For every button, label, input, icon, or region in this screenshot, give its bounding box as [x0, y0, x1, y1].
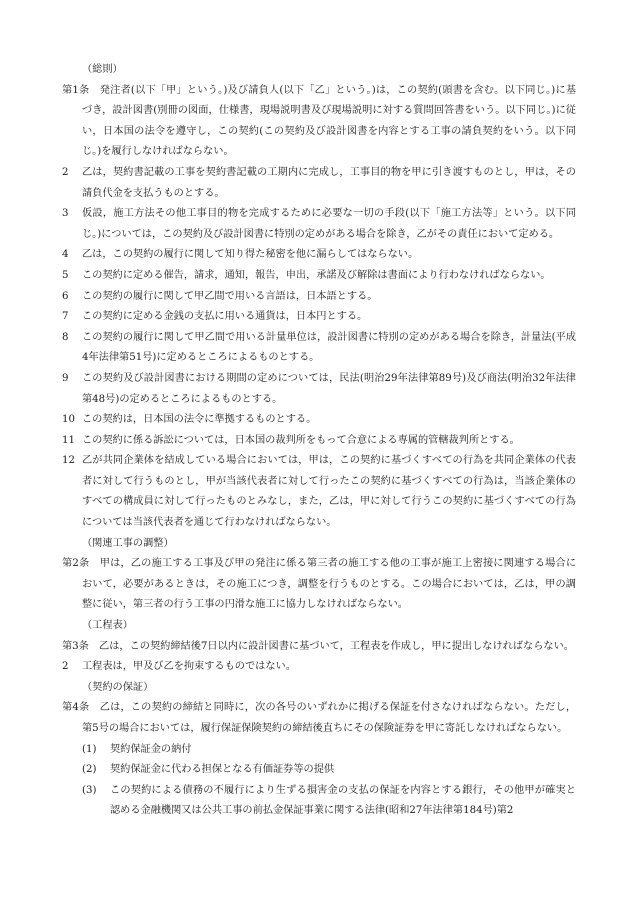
- clause-number: 4: [62, 249, 69, 261]
- clause-paragraph: [62, 163, 576, 204]
- clause-number: 2: [62, 661, 69, 673]
- clause-text: 乙は，この契約締結後7日以内に設計図書に基づいて，工程表を作成し，甲に提出しなければならない。: [88, 640, 574, 652]
- clause-number: 8: [62, 331, 69, 343]
- section-heading: （契約の保証）: [82, 681, 154, 693]
- list-item: [62, 781, 576, 822]
- section-heading: （総則）: [82, 64, 123, 75]
- clause-number: 7: [62, 311, 69, 323]
- clause-paragraph: [62, 245, 576, 266]
- article-paragraph: [62, 637, 576, 658]
- clause-number: 12: [62, 455, 75, 467]
- clause-text: この契約の履行に関して甲乙間で用いる計量単位は，設計図書に特別の定めがある場合を除き，計量法(平成4年法律第51号)に定めるところによるものとする。: [82, 331, 576, 364]
- clause-paragraph: [62, 307, 576, 328]
- clause-paragraph: [62, 369, 576, 410]
- clause-number: 10: [62, 414, 75, 426]
- list-item: [62, 760, 576, 781]
- clause-number: 第1条: [62, 84, 90, 96]
- clause-paragraph: [62, 287, 576, 308]
- clause-text: この契約による債務の不履行により生ずる損害金の支払の保証を内容とする銀行，その他甲が確実と認める金融機関又は公共工事の前払金保証事業に関する法律(昭和27年法律第184号)第2: [110, 784, 576, 817]
- section-heading: （関連工事の調整）: [82, 537, 174, 549]
- article-paragraph: [62, 698, 576, 739]
- clause-text: 乙が共同企業体を結成している場合においては，甲は，この契約に基づくすべての行為を共同企業体の代表者に対して行うものとし，甲が当該代表者に対して行ったこの契約に基づくすべての行為は，当該企業体のすべての構成員に対して行ったものとみなし，また，乙は，甲に対して行うこの契約に基づくすべての行為については当該代表者を通じて行わなければならない。: [82, 455, 576, 529]
- clause-text: 契約保証金の納付: [110, 743, 192, 755]
- clause-text: 乙は，この契約の締結と同時に，次の各号のいずれかに掲げる保証を付さなければならない。ただし，第5号の場合においては，履行保証保険契約の締結後直ちにその保険証券を甲に寄託しなければならない。: [82, 702, 577, 734]
- clause-number: 第4条: [62, 702, 90, 714]
- clause-text: 工程表は，甲及び乙を拘束するものではない。: [82, 661, 296, 673]
- clause-number: (3): [82, 784, 97, 796]
- clause-text: この契約の履行に関して甲乙間で用いる言語は，日本語とする。: [82, 290, 378, 302]
- clause-text: 乙は，契約書記載の工事を契約書記載の工期内に完成し，工事目的物を甲に引き渡すものとし，甲は，その請負代金を支払うものとする。: [82, 166, 576, 199]
- clause-paragraph: [62, 328, 576, 369]
- section-heading: （工程表）: [82, 620, 133, 632]
- clause-text: 契約保証金に代わる担保となる有価証券等の提供: [110, 764, 335, 776]
- clause-number: 9: [62, 372, 69, 384]
- clause-paragraph: [62, 657, 576, 678]
- clause-text: この契約に定める催告，請求，通知，報告，申出，承諾及び解除は書面により行わなければならない。: [82, 269, 551, 281]
- article-paragraph: [62, 554, 576, 616]
- clause-text: この契約及び設計図書における期間の定めについては，民法(明治29年法律第89号)及び商法(明治32年法律第48号)の定めるところによるものとする。: [82, 372, 576, 405]
- clause-text: 甲は，乙の施工する工事及び甲の発注に係る第三者の施工する他の工事が施工上密接に関連する場合において，必要があるときは，その施工につき，調整を行うものとする。この場合においては，乙は，甲の調整に従い，第三者の行う工事の円滑な施工に協力しなければならない。: [82, 558, 577, 611]
- clause-paragraph: [62, 410, 576, 431]
- document-body: [62, 60, 576, 822]
- clause-text: 発注者(以下「甲」という。)及び請負人(以下「乙」という。)は，この契約(頭書を含む。以下同じ。)に基づき，設計図書(別冊の図面，仕様書，現場説明書及び現場説明に対する質問回答書をいう。以下同じ。)に従い，日本国の法令を遵守し，この契約(この契約及び設計図書を内容とする工事の請負契約をいう。以下同じ。)を履行しなければならない。: [82, 84, 577, 158]
- clause-number: 第2条: [62, 558, 90, 570]
- clause-paragraph: [62, 451, 576, 533]
- clause-number: (2): [82, 764, 97, 776]
- clause-text: 乙は，この契約の履行に関して知り得た秘密を他に漏らしてはならない。: [82, 249, 419, 261]
- clause-paragraph: [62, 266, 576, 287]
- clause-text: 仮設，施工方法その他工事目的物を完成するために必要な一切の手段(以下「施工方法等」という。以下同じ。)については，この契約及び設計図書に特別の定めがある場合を除き，乙がその責任において定める。: [82, 208, 576, 240]
- clause-number: (1): [82, 743, 97, 755]
- clause-number: 11: [62, 434, 75, 446]
- clause-text: この契約は，日本国の法令に準拠するものとする。: [82, 414, 317, 426]
- list-item: [62, 740, 576, 761]
- clause-number: 2: [62, 166, 69, 178]
- clause-paragraph: [62, 431, 576, 452]
- clause-number: 5: [62, 269, 69, 281]
- clause-text: この契約に係る訴訟については，日本国の裁判所をもって合意による専属的管轄裁判所とする。: [82, 434, 520, 446]
- clause-text: この契約に定める金銭の支払に用いる通貨は，日本円とする。: [82, 311, 368, 323]
- clause-number: 6: [62, 290, 69, 302]
- article-paragraph: [62, 81, 576, 163]
- clause-number: 第3条: [62, 640, 89, 652]
- clause-paragraph: [62, 204, 576, 245]
- clause-number: 3: [62, 208, 69, 220]
